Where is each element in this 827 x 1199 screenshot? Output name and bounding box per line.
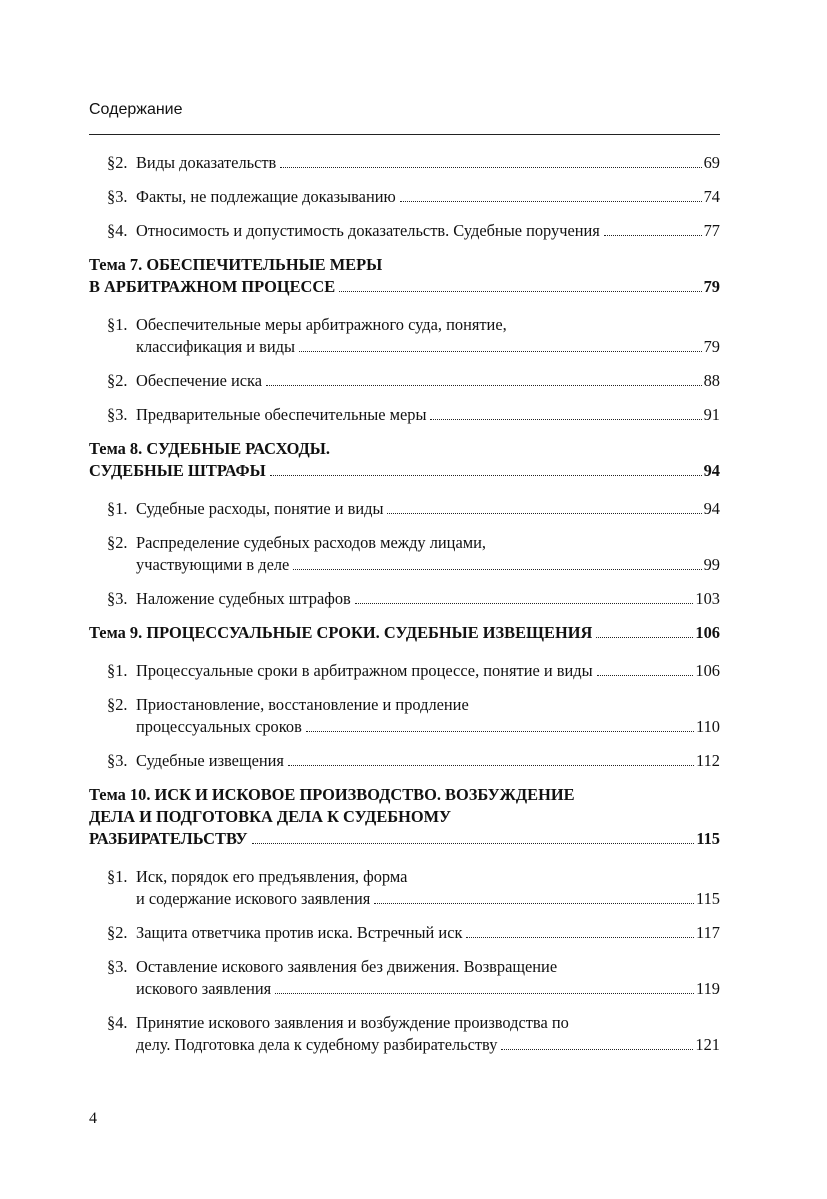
toc-line (107, 978, 720, 1000)
toc-page-number: 77 (703, 221, 720, 240)
topic-title: Тема 9. ПРОЦЕССУАЛЬНЫЕ СРОКИ. СУДЕБНЫЕ ИЗВЕЩЕНИЯ (89, 623, 593, 642)
toc-topic-entry[interactable] (89, 622, 720, 644)
dot-leader (430, 418, 701, 420)
toc-section-entry[interactable] (107, 694, 720, 738)
toc-section-entry[interactable] (107, 186, 720, 208)
toc-line (107, 152, 720, 174)
toc-section-entry[interactable] (107, 956, 720, 1000)
dot-leader (339, 290, 701, 292)
toc-section-entry[interactable] (107, 314, 720, 358)
toc-title: Обеспечение иска (136, 371, 263, 390)
toc-section-entry[interactable] (107, 220, 720, 242)
toc-title-continued: классификация и виды (136, 337, 296, 356)
toc-page-number: 106 (695, 661, 720, 680)
toc-line (107, 186, 720, 208)
toc-line (89, 276, 720, 298)
toc-line (107, 532, 720, 554)
toc-title: Обеспечительные меры арбитражного суда, понятие, (136, 315, 507, 334)
toc-page-number: 115 (696, 829, 720, 848)
toc-title-continued: участвующими в деле (136, 555, 290, 574)
toc-line (107, 588, 720, 610)
toc-title: Процессуальные сроки в арбитражном процессе, понятие и виды (136, 661, 593, 680)
toc-line (107, 660, 720, 682)
toc-topic-entry[interactable] (89, 784, 720, 850)
dot-leader (374, 902, 694, 904)
dot-leader (270, 474, 702, 476)
toc-line (107, 370, 720, 392)
toc-line (107, 750, 720, 772)
dot-leader (266, 384, 702, 386)
toc-page-number: 74 (703, 187, 720, 206)
toc-page-number: 103 (695, 589, 720, 608)
toc-page-number: 94 (703, 461, 720, 480)
topic-title: Тема 8. СУДЕБНЫЕ РАСХОДЫ. (89, 439, 330, 458)
toc-section-entry[interactable] (107, 532, 720, 576)
toc-page-number: 79 (703, 277, 720, 296)
toc-title: Распределение судебных расходов между лицами, (136, 533, 486, 552)
toc-page-number: 115 (696, 889, 720, 908)
toc-title-continued: искового заявления (136, 979, 272, 998)
dot-leader (275, 992, 694, 994)
toc-section-entry[interactable] (107, 1012, 720, 1056)
toc-page-number: 106 (695, 623, 720, 642)
toc-line (107, 336, 720, 358)
topic-title-continued: В АРБИТРАЖНОМ ПРОЦЕССЕ (89, 277, 336, 296)
toc-page-number: 121 (695, 1035, 720, 1054)
section-number: §2. (107, 695, 128, 714)
toc-title: Виды доказательств (136, 153, 277, 172)
toc-section-entry[interactable] (107, 866, 720, 910)
toc-title: Наложение судебных штрафов (136, 589, 351, 608)
section-number: §1. (107, 499, 128, 518)
dot-leader (387, 512, 701, 514)
dot-leader (306, 730, 694, 732)
toc-title: Оставление искового заявления без движения. Возвращение (136, 957, 558, 976)
dot-leader (596, 636, 693, 638)
toc-line (107, 220, 720, 242)
dot-leader (597, 674, 694, 676)
section-number: §1. (107, 661, 128, 680)
toc-line (107, 866, 720, 888)
toc-section-entry[interactable] (107, 588, 720, 610)
section-number: §3. (107, 957, 128, 976)
toc-line (107, 498, 720, 520)
dot-leader (280, 166, 701, 168)
topic-title: Тема 7. ОБЕСПЕЧИТЕЛЬНЫЕ МЕРЫ (89, 255, 383, 274)
toc-line (107, 922, 720, 944)
section-number: §2. (107, 533, 128, 552)
toc-line (107, 314, 720, 336)
section-number: §1. (107, 315, 128, 334)
toc-section-entry[interactable] (107, 750, 720, 772)
toc-page-number: 99 (703, 555, 720, 574)
toc-page-number: 94 (703, 499, 720, 518)
topic-title-continued: ДЕЛА И ПОДГОТОВКА ДЕЛА К СУДЕБНОМУ (89, 807, 452, 826)
toc-section-entry[interactable] (107, 660, 720, 682)
toc-line (89, 460, 720, 482)
toc-title: Судебные извещения (136, 751, 284, 770)
toc-line (89, 254, 720, 276)
section-number: §3. (107, 187, 128, 206)
section-number: §2. (107, 371, 128, 390)
dot-leader (252, 842, 695, 844)
dot-leader (501, 1048, 693, 1050)
toc-title-continued: процессуальных сроков (136, 717, 302, 736)
toc-line (107, 1012, 720, 1034)
topic-title-continued: РАЗБИРАТЕЛЬСТВУ (89, 829, 248, 848)
toc-title: Принятие искового заявления и возбуждение производства по (136, 1013, 569, 1032)
toc-title: Иск, порядок его предъявления, форма (136, 867, 408, 886)
toc-section-entry[interactable] (107, 922, 720, 944)
toc-section-entry[interactable] (107, 370, 720, 392)
topic-title: Тема 10. ИСК И ИСКОВОЕ ПРОИЗВОДСТВО. ВОЗБУЖДЕНИЕ (89, 785, 575, 804)
toc-line (107, 716, 720, 738)
toc-page-number: 69 (703, 153, 720, 172)
dot-leader (466, 936, 694, 938)
toc-section-entry[interactable] (107, 404, 720, 426)
toc-line (107, 956, 720, 978)
table-of-contents (89, 152, 720, 1068)
toc-title-continued: и содержание искового заявления (136, 889, 371, 908)
toc-title: Предварительные обеспечительные меры (136, 405, 427, 424)
toc-page-number: 117 (696, 923, 720, 942)
dot-leader (604, 234, 702, 236)
toc-line (107, 404, 720, 426)
toc-section-entry[interactable] (107, 498, 720, 520)
toc-line (107, 1034, 720, 1056)
section-number: §3. (107, 751, 128, 770)
header-rule (89, 134, 720, 135)
toc-title: Факты, не подлежащие доказыванию (136, 187, 396, 206)
toc-page-number: 88 (703, 371, 720, 390)
dot-leader (288, 764, 694, 766)
toc-page-number: 91 (703, 405, 720, 424)
running-header: Содержание (89, 101, 183, 118)
page-number: 4 (89, 1110, 97, 1127)
toc-page-number: 110 (696, 717, 720, 736)
toc-line (107, 694, 720, 716)
section-number: §3. (107, 589, 128, 608)
toc-line (89, 828, 720, 850)
dot-leader (293, 568, 701, 570)
toc-line (107, 888, 720, 910)
section-number: §2. (107, 153, 128, 172)
toc-page-number: 112 (696, 751, 720, 770)
toc-line (89, 806, 720, 828)
topic-title-continued: СУДЕБНЫЕ ШТРАФЫ (89, 461, 266, 480)
toc-page-number: 79 (703, 337, 720, 356)
toc-line (107, 554, 720, 576)
toc-title: Относимость и допустимость доказательств. Судебные поручения (136, 221, 600, 240)
toc-line (89, 438, 720, 460)
toc-section-entry[interactable] (107, 152, 720, 174)
toc-title: Судебные расходы, понятие и виды (136, 499, 384, 518)
toc-title-continued: делу. Подготовка дела к судебному разбирательству (136, 1035, 498, 1054)
section-number: §2. (107, 923, 128, 942)
section-number: §3. (107, 405, 128, 424)
toc-topic-entry[interactable] (89, 438, 720, 482)
toc-page-number: 119 (696, 979, 720, 998)
dot-leader (400, 200, 702, 202)
section-number: §4. (107, 1013, 128, 1032)
section-number: §1. (107, 867, 128, 886)
toc-line (89, 622, 720, 644)
dot-leader (299, 350, 702, 352)
toc-topic-entry[interactable] (89, 254, 720, 298)
toc-title: Защита ответчика против иска. Встречный иск (136, 923, 463, 942)
toc-title: Приостановление, восстановление и продление (136, 695, 469, 714)
toc-line (89, 784, 720, 806)
section-number: §4. (107, 221, 128, 240)
dot-leader (355, 602, 694, 604)
